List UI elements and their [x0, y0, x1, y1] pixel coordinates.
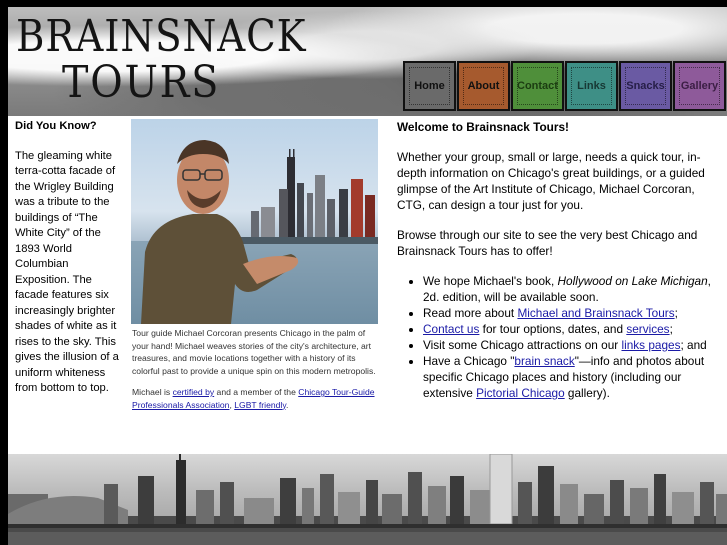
about-michael-link[interactable]: Michael and Brainsnack Tours [517, 306, 675, 320]
snack-post: gallery). [564, 386, 610, 400]
about-pre: Read more about [423, 306, 518, 320]
welcome-list [397, 273, 715, 401]
nav-gallery-label: Gallery [680, 80, 719, 92]
logo-line-2: TOURS [62, 57, 221, 108]
nav-gallery-button[interactable] [673, 61, 726, 111]
list-item [423, 273, 715, 305]
contact-post: ; [669, 322, 673, 336]
services-link[interactable]: services [626, 322, 670, 336]
guide-photo [131, 119, 378, 324]
skyline-image [8, 454, 727, 545]
welcome-para-1: Whether your group, small or large, needs a quick tour, in-depth information on Chicago's great buildings, or a guided glimpse of the Art Institute of Chicago, Michael Corcoran, CTG, can design a tour just for you. [397, 150, 705, 212]
did-you-know-text: The gleaming white terra-cotta facade of the Wrigley Building was a tribute to the buildings of “The White City” of the 1893 World Columbian Exposition. The facade features six increasingly brighter shades of white as it rises to the sky. This gives the illusion of a uniform whiteness from bottom to top. [15, 149, 119, 394]
photo-caption [132, 327, 384, 420]
brain-snack-link[interactable]: brain snack [514, 354, 575, 368]
snack-mid: "—info and photos about specific Chicago places and history (including our extensive [423, 354, 705, 400]
top-border [0, 0, 727, 7]
footer-skyline-banner [8, 454, 727, 545]
list-item [423, 305, 715, 321]
did-you-know-title: Did You Know? [15, 120, 97, 132]
nav-contact-label: Contact [517, 80, 558, 92]
certified-by-link[interactable]: certified by [172, 387, 215, 397]
left-border [0, 0, 8, 545]
nav-about-button[interactable] [457, 61, 510, 111]
snack-pre: Have a Chicago " [423, 354, 515, 368]
logo-line-1: BRAINSNACK [16, 11, 307, 62]
nav-snacks-button[interactable] [619, 61, 672, 111]
welcome-section [397, 119, 715, 401]
cert-comma: , [229, 399, 235, 410]
cert-mid: and a member of the [214, 387, 299, 397]
caption-main: Tour guide Michael Corcoran presents Chicago in the palm of your hand! Michael weaves stories of the city's architecture, art treasures, and movie locations together with a history of its colorful past to provide a unique spin on this modern metropolis. [132, 328, 376, 376]
pictorial-chicago-link[interactable]: Pictorial Chicago [476, 386, 565, 400]
nav-home-button[interactable] [403, 61, 456, 111]
contact-us-link[interactable]: Contact us [423, 322, 480, 336]
lgbt-friendly-link[interactable]: LGBT friendly [234, 399, 286, 410]
nav-about-label: About [467, 80, 500, 92]
links-pages-link[interactable]: links pages [621, 338, 681, 352]
association-link[interactable]: Chicago Tour-Guide Professionals Association [132, 387, 375, 410]
list-item [423, 321, 715, 337]
nav-contact-button[interactable] [511, 61, 564, 111]
main-nav [403, 61, 727, 113]
welcome-title: Welcome to Brainsnack Tours! [397, 120, 569, 134]
nav-links-button[interactable] [565, 61, 618, 111]
caption-certification [132, 386, 384, 411]
links-pre: Visit some Chicago attractions on our [423, 338, 622, 352]
cert-end: . [285, 399, 289, 410]
nav-snacks-label: Snacks [626, 80, 665, 92]
contact-mid: for tour options, dates, and [479, 322, 627, 336]
welcome-para-2: Browse through our site to see the very best Chicago and Brainsnack Tours has to offer! [397, 228, 698, 258]
book-pre: We hope Michael's book, [423, 274, 558, 288]
cert-prefix: Michael is [132, 387, 173, 397]
links-post: ; and [680, 338, 707, 352]
nav-home-label: Home [414, 80, 445, 92]
header-banner [8, 7, 727, 116]
list-item [423, 337, 715, 353]
about-post: ; [674, 306, 678, 320]
list-item [423, 353, 715, 401]
book-title: Hollywood on Lake Michigan [557, 274, 708, 288]
nav-links-label: Links [577, 80, 606, 92]
did-you-know-sidebar [15, 119, 123, 397]
book-post: , 2d. edition, will be available soon. [423, 274, 711, 304]
guide-portrait [131, 124, 301, 324]
